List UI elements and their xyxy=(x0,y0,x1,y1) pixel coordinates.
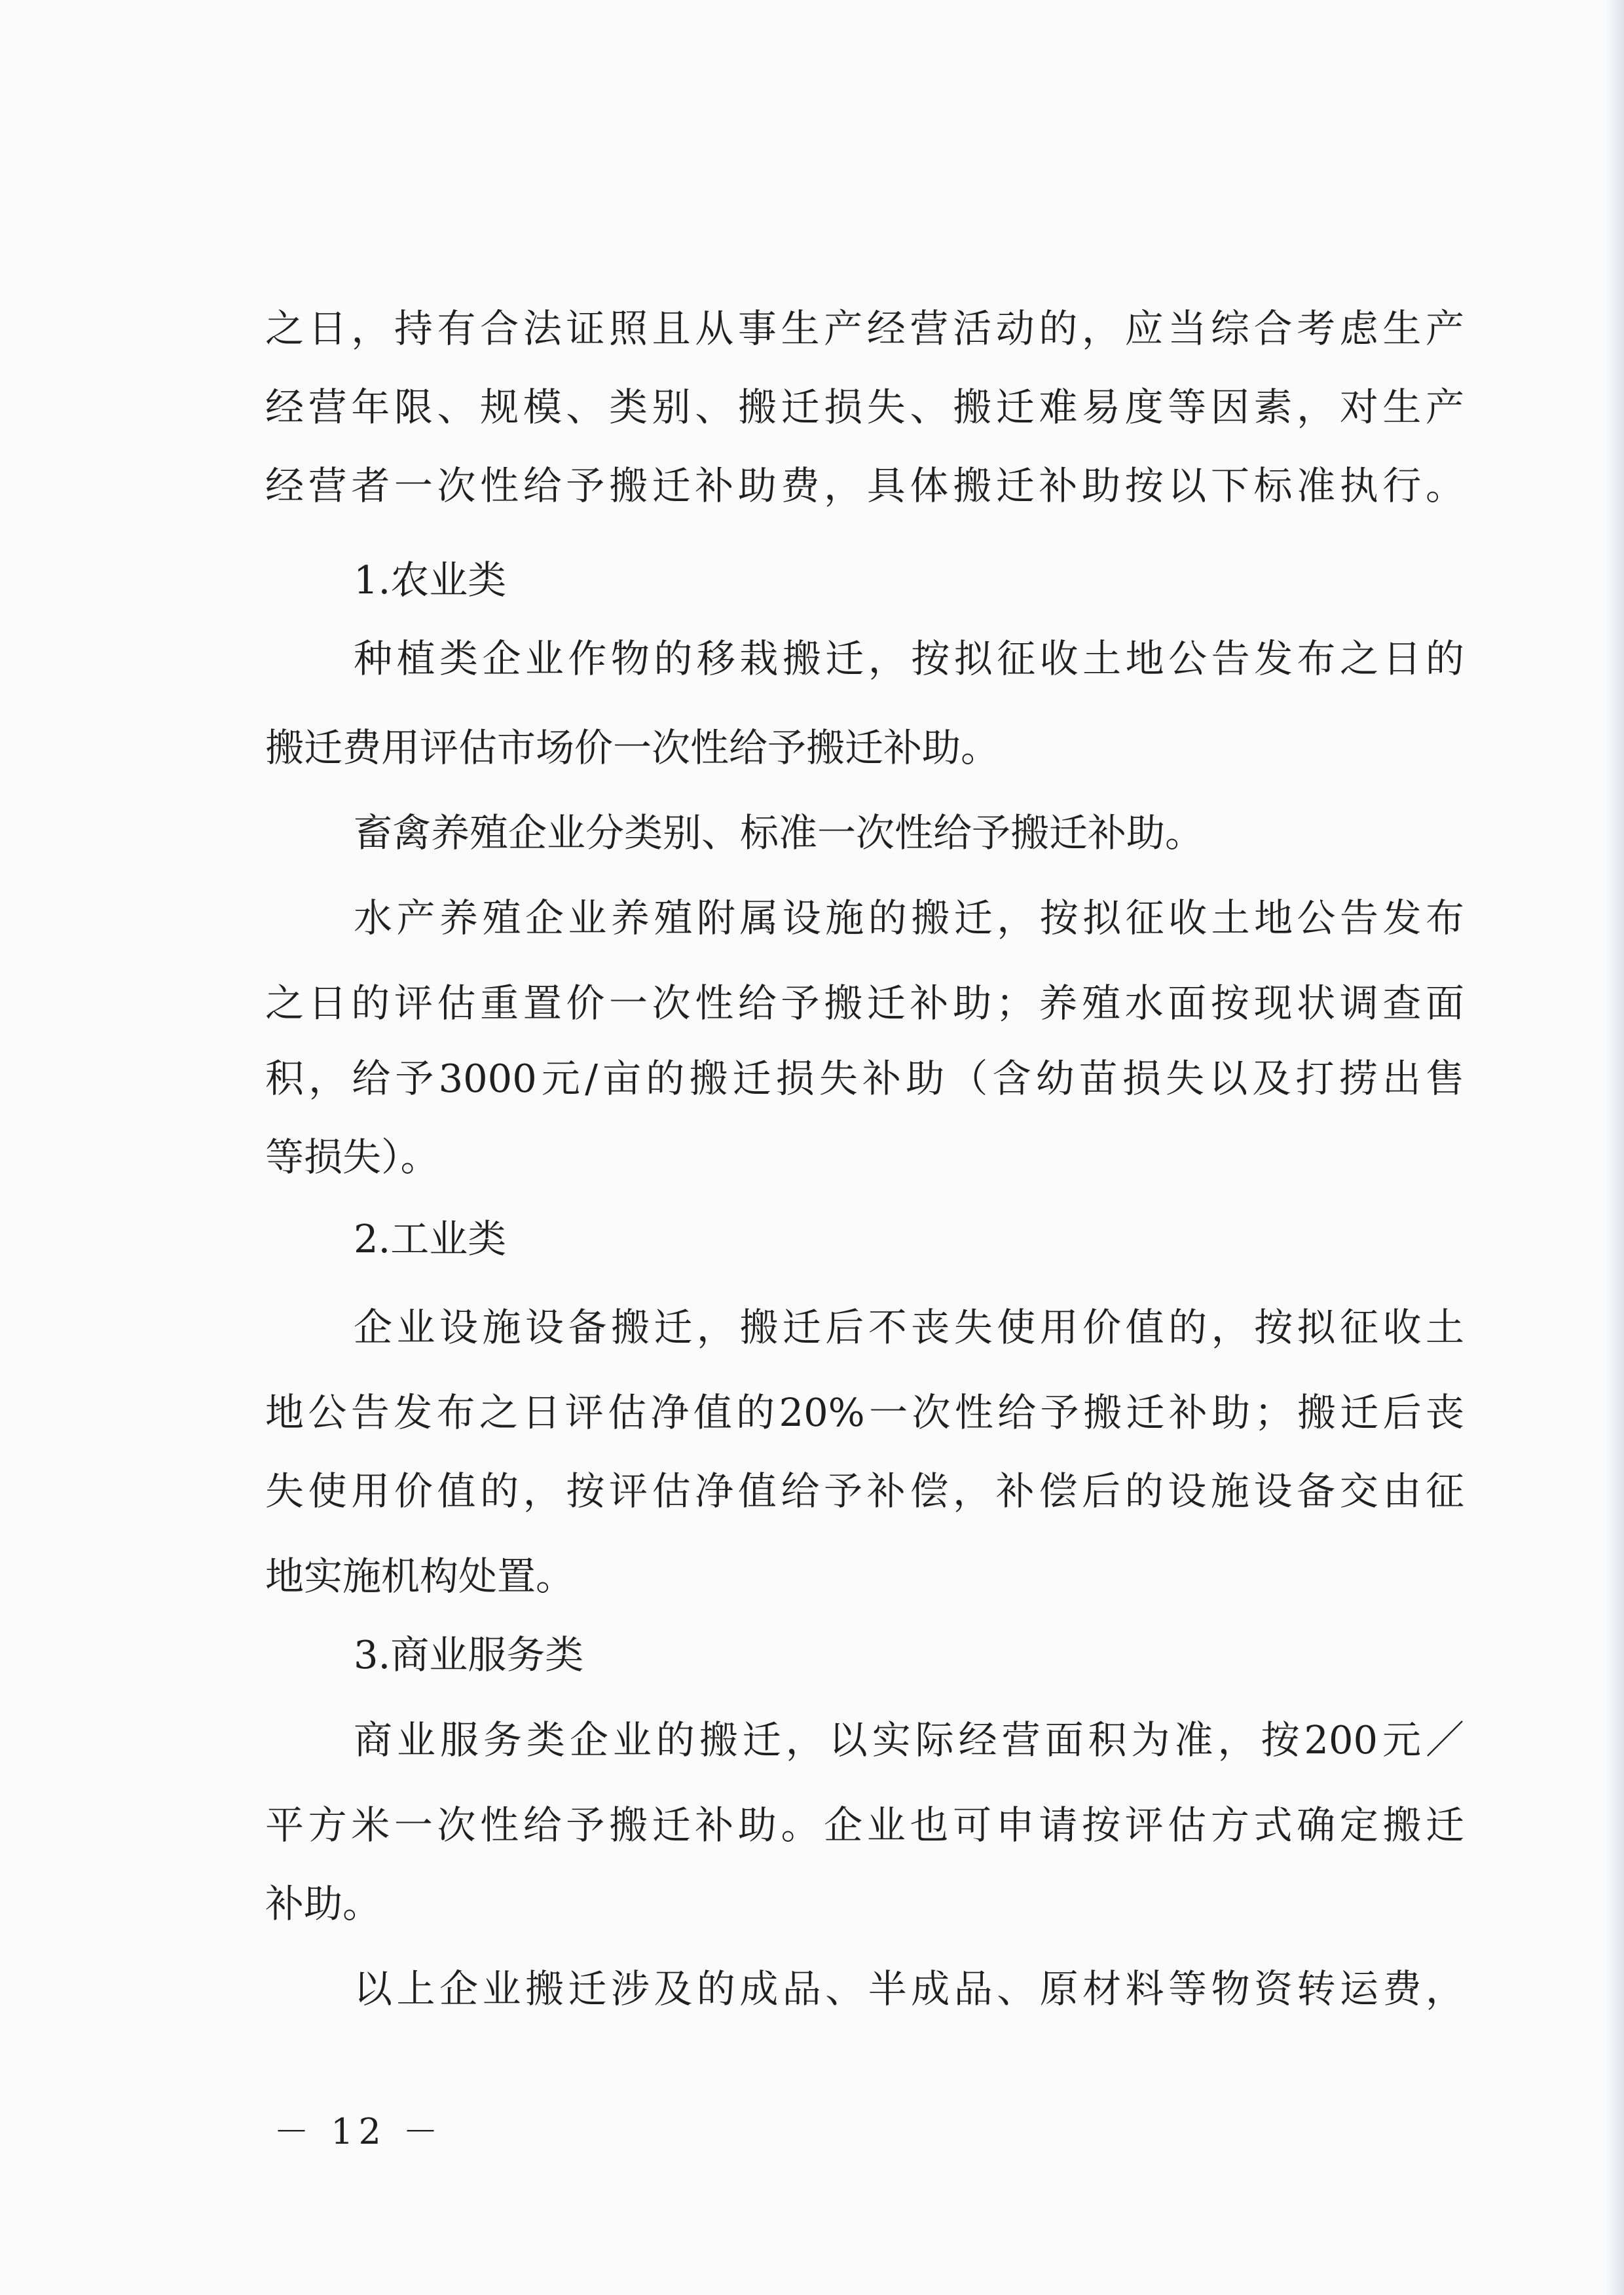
text-line-10: 积，给予3000元/亩的搬迁损失补助（含幼苗损失以及打捞出售 xyxy=(265,1056,1464,1101)
text-line-1: 之日，持有合法证照且从事生产经营活动的，应当综合考虑生产 xyxy=(265,306,1464,351)
text-line-7: 畜禽养殖企业分类别、标准一次性给予搬迁补助。 xyxy=(354,810,1204,855)
section-heading-commerce: 3.商业服务类 xyxy=(354,1632,584,1677)
text-line-15: 失使用价值的，按评估净值给予补偿，补偿后的设施设备交由征 xyxy=(265,1468,1464,1514)
text-line-21: 以上企业搬迁涉及的成品、半成品、原材料等物资转运费， xyxy=(354,1966,1464,2011)
text-line-18: 商业服务类企业的搬迁，以实际经营面积为准，按200元／ xyxy=(354,1717,1464,1763)
text-line-11: 等损失）。 xyxy=(265,1134,439,1180)
text-line-2: 经营年限、规模、类别、搬迁损失、搬迁难易度等因素，对生产 xyxy=(265,384,1464,430)
text-line-19: 平方米一次性给予搬迁补助。企业也可申请按评估方式确定搬迁 xyxy=(265,1802,1464,1848)
text-line-20: 补助。 xyxy=(265,1881,382,1926)
text-line-16: 地实施机构处置。 xyxy=(265,1554,575,1599)
page-number: － 12 － xyxy=(274,2111,444,2152)
section-heading-agriculture: 1.农业类 xyxy=(354,557,507,603)
text-line-9: 之日的评估重置价一次性给予搬迁补助；养殖水面按现状调查面 xyxy=(265,980,1464,1026)
text-line-5: 种植类企业作物的移栽搬迁，按拟征收土地公告发布之日的 xyxy=(354,636,1464,681)
text-line-14: 地公告发布之日评估净值的20%一次性给予搬迁补助；搬迁后丧 xyxy=(265,1390,1464,1435)
text-line-13: 企业设施设备搬迁，搬迁后不丧失使用价值的，按拟征收土 xyxy=(354,1305,1464,1350)
text-line-6: 搬迁费用评估市场价一次性给予搬迁补助。 xyxy=(265,725,1000,770)
text-line-8: 水产养殖企业养殖附属设施的搬迁，按拟征收土地公告发布 xyxy=(354,895,1464,941)
section-heading-industry: 2.工业类 xyxy=(354,1216,507,1261)
text-line-3: 经营者一次性给予搬迁补助费，具体搬迁补助按以下标准执行。 xyxy=(265,463,1464,508)
